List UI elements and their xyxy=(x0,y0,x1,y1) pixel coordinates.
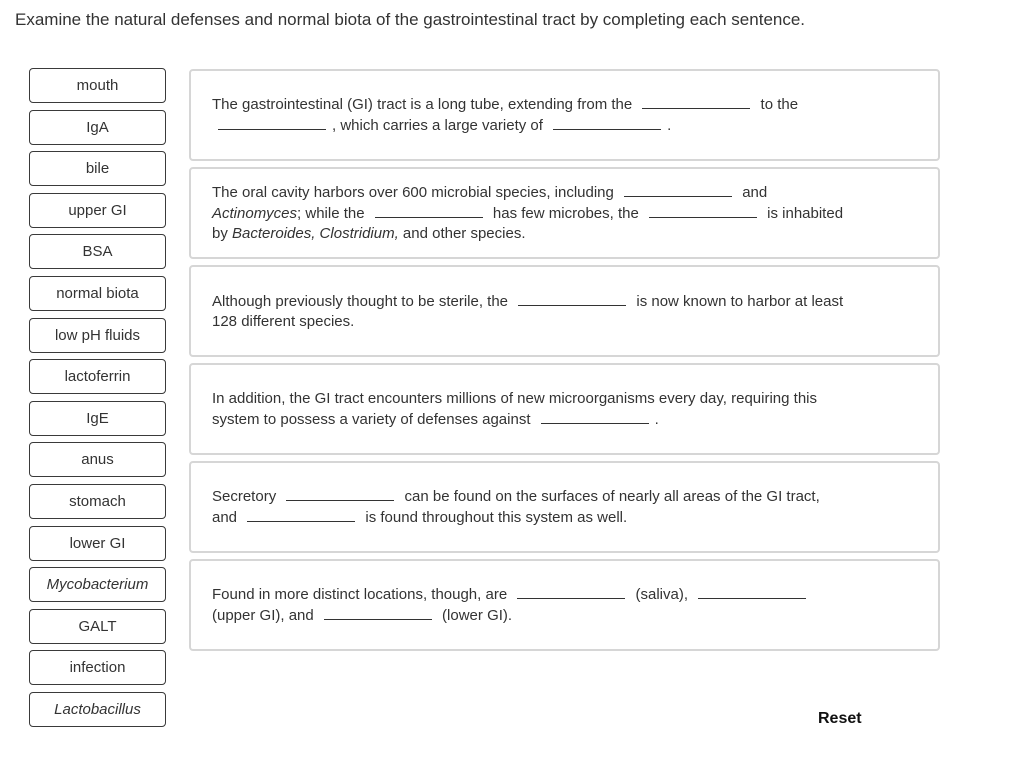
sentence-box xyxy=(189,167,940,259)
answer-blank[interactable] xyxy=(553,115,661,130)
answer-blank[interactable] xyxy=(324,605,432,620)
sentence-fragment: Although previously thought to be sterile, the xyxy=(212,292,513,310)
word-chip[interactable]: mouth xyxy=(29,68,166,103)
answer-blank[interactable] xyxy=(286,486,394,501)
sentence-fragment: The oral cavity harbors over 600 microbial species, including xyxy=(212,184,619,201)
sentence-fragment: (upper GI), and xyxy=(212,607,318,624)
sentence-fragment: . xyxy=(654,410,659,428)
answer-blank[interactable] xyxy=(649,203,757,218)
sentence-text xyxy=(212,291,920,332)
sentence-box xyxy=(189,69,940,161)
sentence-fragment: and other species. xyxy=(398,225,526,242)
word-chip[interactable]: bile xyxy=(29,151,166,186)
sentence-fragment: and xyxy=(212,509,242,526)
sentence-fragment: 128 different species. xyxy=(212,312,355,330)
sentence-text xyxy=(212,389,920,430)
word-chip[interactable]: low pH fluids xyxy=(29,318,166,353)
word-chip[interactable]: Lactobacillus xyxy=(29,692,166,727)
reset-button[interactable]: Reset xyxy=(818,710,862,727)
sentence-fragment: . xyxy=(667,117,672,134)
sentence-fragment: can be found on the surfaces of nearly all areas of the GI tract, xyxy=(400,488,820,505)
sentence-fragment: Secretory xyxy=(212,488,281,505)
answer-blank[interactable] xyxy=(247,507,355,522)
sentence-fragment: The gastrointestinal (GI) tract is a long tube, extending from the xyxy=(212,96,637,113)
instruction-text: Examine the natural defenses and normal biota of the gastrointestinal tract by completing each sentence. xyxy=(15,10,806,29)
sentence-fragment: is now known to harbor at least xyxy=(632,292,844,310)
answer-blank[interactable] xyxy=(642,94,750,109)
answer-blank[interactable] xyxy=(698,584,806,599)
sentence-fragment: system to possess a variety of defenses against xyxy=(212,410,535,428)
answer-blank[interactable] xyxy=(518,291,626,306)
sentence-box xyxy=(189,265,940,357)
sentence-fragment: , which carries a large variety of xyxy=(332,117,548,134)
sentence-box xyxy=(189,461,940,553)
word-chip[interactable]: upper GI xyxy=(29,193,166,228)
sentence-text xyxy=(212,486,920,528)
sentence-box xyxy=(189,559,940,651)
word-chip[interactable]: Mycobacterium xyxy=(29,567,166,602)
sentence-fragment: In addition, the GI tract encounters millions of new microorganisms every day, requiring this xyxy=(212,389,817,407)
sentence-fragment: Actinomyces xyxy=(212,205,298,222)
word-chip[interactable]: BSA xyxy=(29,234,166,269)
word-chip[interactable]: stomach xyxy=(29,484,166,519)
word-chip[interactable]: IgE xyxy=(29,401,166,436)
sentence-text xyxy=(212,182,920,244)
sentence-fragment: and xyxy=(738,184,768,201)
answer-blank[interactable] xyxy=(624,182,732,197)
word-chip[interactable]: anus xyxy=(29,442,166,477)
word-chip[interactable]: infection xyxy=(29,650,166,685)
sentence-box xyxy=(189,363,940,455)
sentence-fragment: is inhabited xyxy=(762,205,844,222)
sentence-fragment: Found in more distinct locations, though, are xyxy=(212,586,512,603)
sentence-fragment: (lower GI). xyxy=(437,607,513,624)
sentence-list xyxy=(189,69,940,657)
answer-blank[interactable] xyxy=(517,584,625,599)
answer-blank[interactable] xyxy=(218,115,326,130)
sentence-fragment: Bacteroides, Clostridium, xyxy=(232,225,399,242)
sentence-fragment: ; while the xyxy=(297,205,369,222)
word-chip[interactable]: GALT xyxy=(29,609,166,644)
sentence-fragment: has few microbes, the xyxy=(488,205,643,222)
word-bank xyxy=(29,68,166,734)
word-chip[interactable]: lower GI xyxy=(29,526,166,561)
sentence-fragment: is found throughout this system as well. xyxy=(361,509,628,526)
sentence-fragment: to the xyxy=(756,96,799,113)
word-chip[interactable]: lactoferrin xyxy=(29,359,166,394)
word-chip[interactable]: IgA xyxy=(29,110,166,145)
word-chip[interactable]: normal biota xyxy=(29,276,166,311)
answer-blank[interactable] xyxy=(541,409,649,424)
answer-blank[interactable] xyxy=(375,203,483,218)
sentence-fragment: by xyxy=(212,225,233,242)
sentence-text xyxy=(212,94,920,136)
sentence-text xyxy=(212,584,920,626)
sentence-fragment: (saliva), xyxy=(631,586,693,603)
